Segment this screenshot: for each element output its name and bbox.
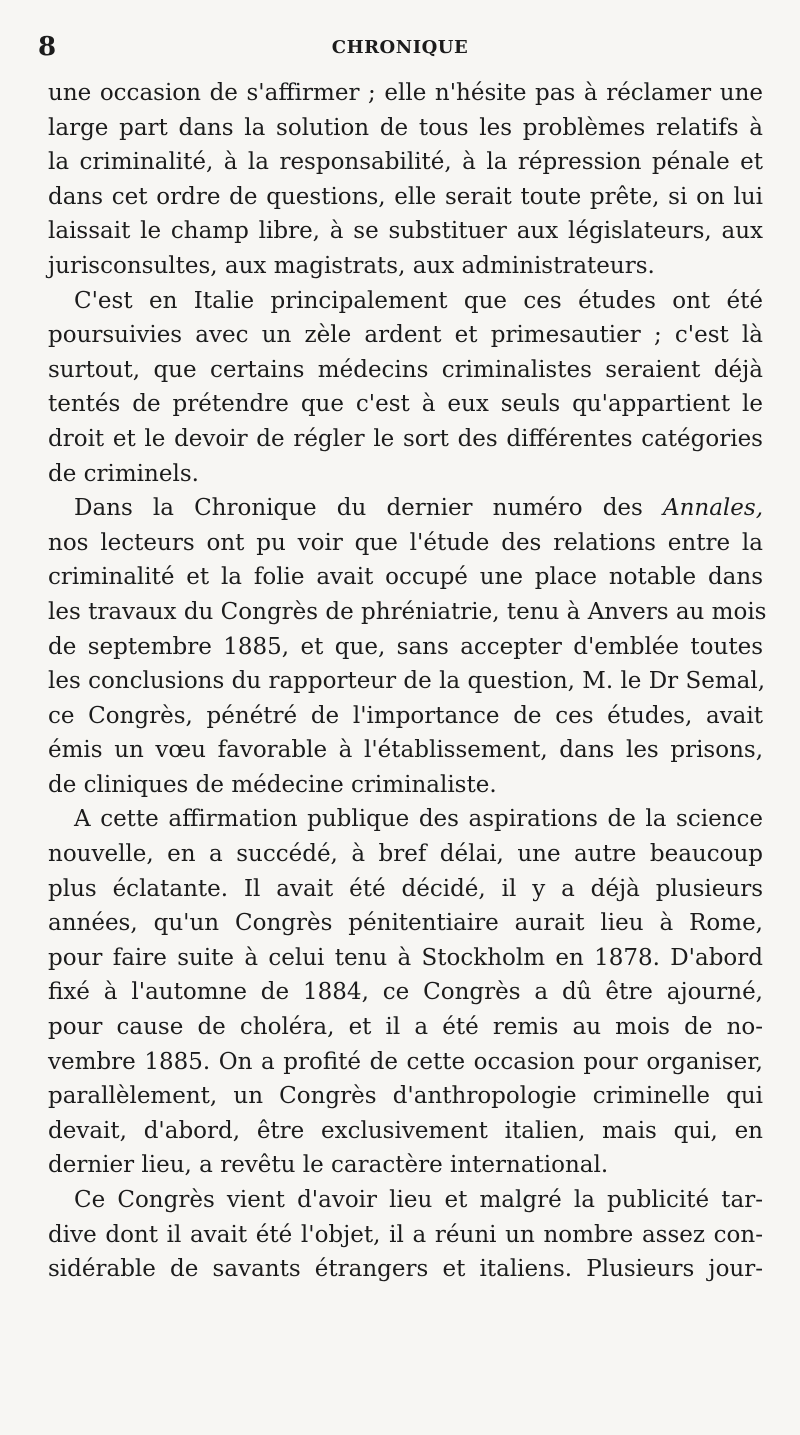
- text-line: de cliniques de médecine criminaliste.: [48, 771, 497, 798]
- text-line: parallèlement, un Congrès d'anthropologie criminelle qui: [48, 1083, 763, 1110]
- text-line: années, qu'un Congrès pénitentiaire aurait lieu à Rome,: [48, 910, 763, 937]
- journal-title-italic: Annales,: [662, 495, 763, 522]
- text-line: C'est en Italie principalement que ces études ont été: [74, 287, 763, 314]
- text-line: A cette affirmation publique des aspirations de la science: [74, 806, 763, 833]
- text-line: de criminels.: [48, 460, 199, 487]
- text-line: devait, d'abord, être exclusivement italien, mais qui, en: [48, 1117, 763, 1144]
- text-line: émis un vœu favorable à l'établissement, dans les prisons,: [48, 737, 763, 764]
- text-line: une occasion de s'affirmer ; elle n'hésite pas à réclamer une: [48, 80, 763, 106]
- running-head: [38, 28, 762, 64]
- text-line: poursuivies avec un zèle ardent et primesautier ; c'est là: [48, 322, 763, 349]
- text-line: sidérable de savants étrangers et italiens. Plusieurs jour-: [48, 1256, 763, 1283]
- text-line: [48, 491, 763, 526]
- text-line: tentés de prétendre que c'est à eux seuls qu'appartient le: [48, 391, 763, 418]
- text-line: jurisconsultes, aux magistrats, aux administrateurs.: [48, 252, 655, 279]
- text-line: pour faire suite à celui tenu à Stockholm en 1878. D'abord: [48, 944, 763, 971]
- text-line: plus éclatante. Il avait été décidé, il y a déjà plusieurs: [48, 875, 763, 902]
- text-line: ce Congrès, pénétré de l'importance de ces études, avait: [48, 702, 763, 729]
- text-line: fixé à l'automne de 1884, ce Congrès a dû être ajourné,: [48, 979, 763, 1006]
- text-line: Ce Congrès vient d'avoir lieu et malgré la publicité tar-: [74, 1187, 763, 1213]
- text-line: surtout, que certains médecins criminalistes seraient déjà: [48, 356, 763, 383]
- running-title: CHRONIQUE: [331, 37, 469, 58]
- text-line: dive dont il avait été l'objet, il a réuni un nombre assez con-: [48, 1221, 763, 1248]
- text-line: dernier lieu, a revêtu le caractère international.: [48, 1152, 609, 1179]
- text-line: les conclusions du rapporteur de la question, M. le Dr Semal,: [48, 668, 766, 695]
- text-line: large part dans la solution de tous les problèmes relatifs à: [48, 114, 763, 141]
- text-line: laissait le champ libre, à se substituer aux législateurs, aux: [48, 218, 763, 245]
- text-line: nos lecteurs ont pu voir que l'étude des relations entre la: [48, 529, 763, 556]
- text-line: les travaux du Congrès de phréniatrie, tenu à Anvers au mois: [48, 598, 767, 625]
- text-line: vembre 1885. On a profité de cette occasion pour organiser,: [48, 1048, 763, 1075]
- body-text: [48, 76, 767, 1287]
- text-line: pour cause de choléra, et il a été remis au mois de no-: [48, 1014, 763, 1041]
- text-line: criminalité et la folie avait occupé une place notable dans: [48, 564, 763, 591]
- page-number: 8: [38, 32, 57, 62]
- text-segment: Dans la Chronique du dernier numéro des: [74, 495, 663, 522]
- text-line: nouvelle, en a succédé, à bref délai, une autre beaucoup: [48, 841, 763, 868]
- text-line: droit et le devoir de régler le sort des différentes catégories: [48, 425, 763, 452]
- text-line: dans cet ordre de questions, elle serait toute prête, si on lui: [48, 183, 763, 210]
- text-line: de septembre 1885, et que, sans accepter d'emblée toutes: [48, 633, 763, 660]
- text-line: la criminalité, à la responsabilité, à la répression pénale et: [48, 149, 763, 176]
